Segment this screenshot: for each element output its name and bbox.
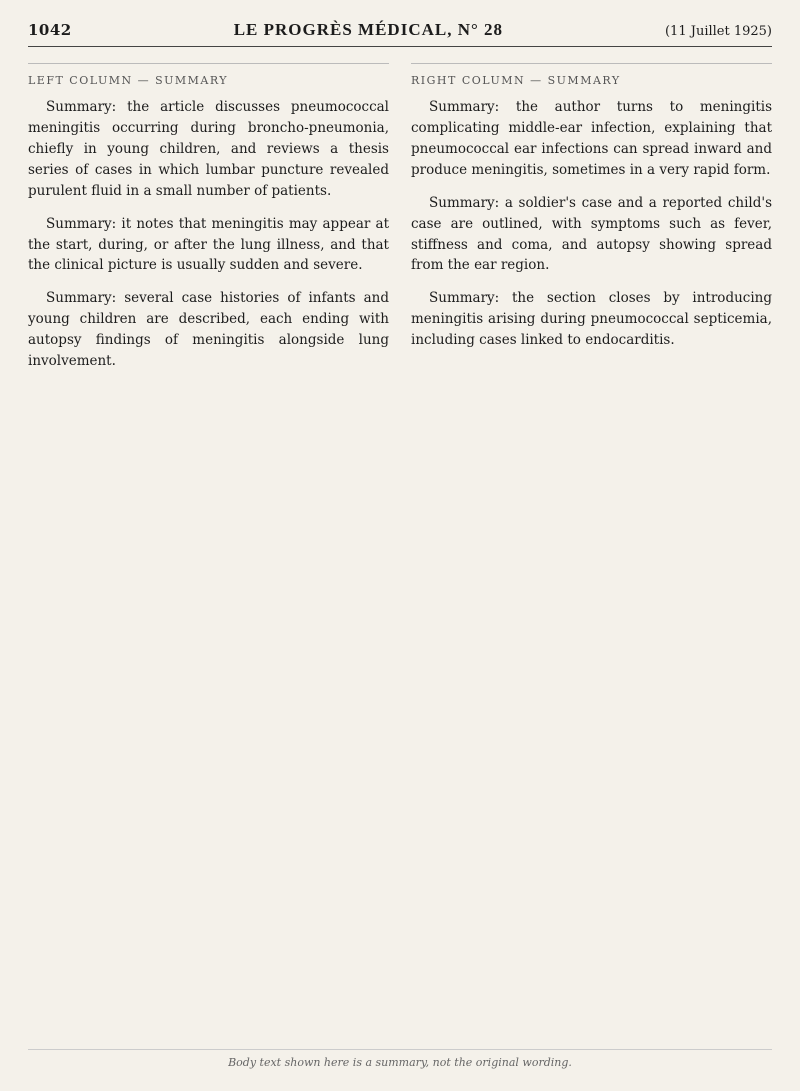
right-paragraph: Summary: the section closes by introducing meningitis arising during pneumococcal septicemia, including cases linked to endocarditis. [411, 290, 772, 349]
right-column-label: RIGHT COLUMN — SUMMARY [411, 74, 621, 87]
left-paragraph: Summary: it notes that meningitis may appear at the start, during, or after the lung illness, and that the clinical picture is usually sudden and severe. [28, 215, 389, 274]
text-columns [28, 63, 772, 384]
summary-note: Body text shown here is a summary, not the original wording. [28, 1049, 772, 1069]
page-number: 1042 [28, 21, 72, 39]
left-paragraph: Summary: the article discusses pneumococcal meningitis occurring during broncho-pneumonia, chiefly in young children, and reviews a thesis series of cases in which lumbar puncture revealed purulent fluid in a small number of patients. [28, 99, 389, 199]
issue-date: (11 Juillet 1925) [664, 24, 772, 39]
journal-masthead: LE PROGRÈS MÉDICAL, N° 28 [233, 20, 504, 39]
right-column [411, 63, 772, 384]
right-paragraph: Summary: a soldier's case and a reported child's case are outlined, with symptoms such as fever, stiffness and coma, and autopsy showing spread from the ear region. [411, 194, 772, 274]
left-column [28, 63, 389, 384]
left-column-label: LEFT COLUMN — SUMMARY [28, 74, 229, 87]
right-paragraph: Summary: the author turns to meningitis complicating middle-ear infection, explaining that pneumococcal ear infections can spread inward and produce meningitis, sometimes in a very rapid form. [411, 99, 772, 178]
page-header [28, 20, 772, 47]
left-paragraph: Summary: several case histories of infants and young children are described, each ending with autopsy findings of meningitis alongside lung involvement. [28, 290, 389, 370]
